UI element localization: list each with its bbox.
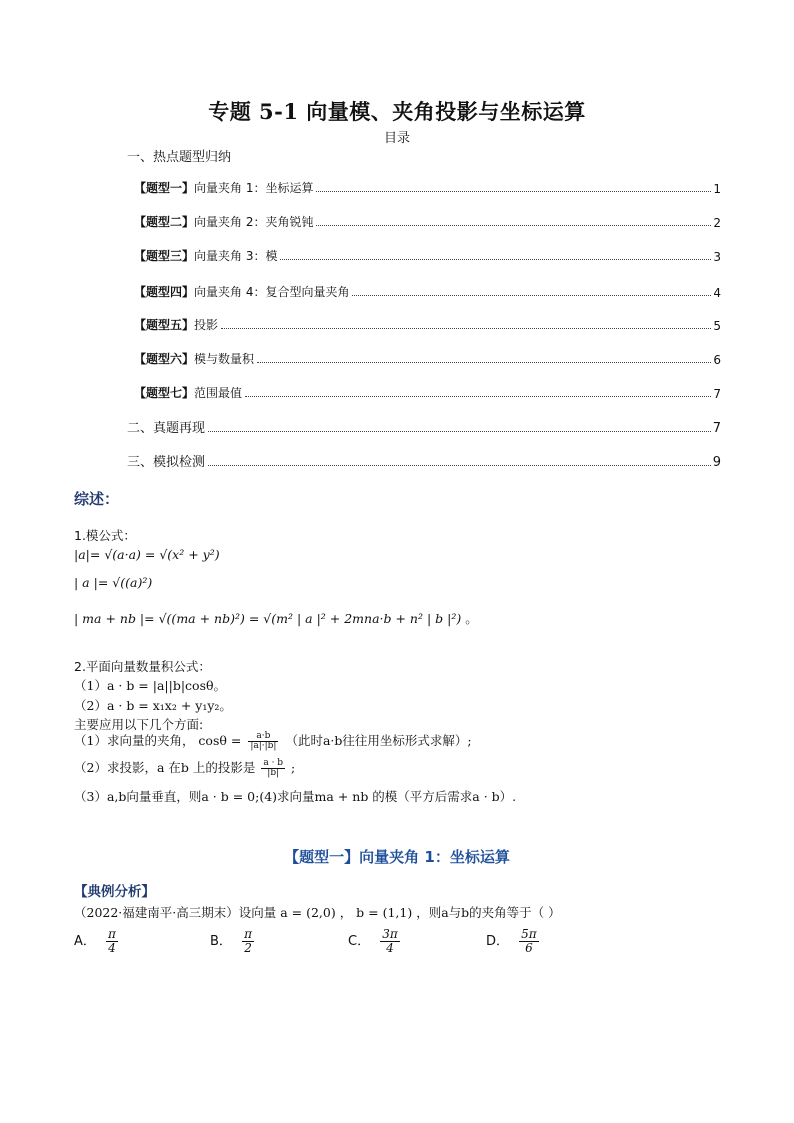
- toc-item-text: 模与数量积: [194, 352, 255, 366]
- application-angle-note: （此时a·b往往用坐标形式求解）;: [285, 733, 472, 748]
- formula-modulus-2: | a |= √((a)²): [74, 575, 153, 590]
- toc-item-tag: 【题型四】: [134, 285, 195, 299]
- summary-heading: 综述：: [74, 490, 120, 508]
- toc-leader: [221, 328, 711, 329]
- toc-item[interactable]: [134, 246, 721, 264]
- toc-item-page: 3: [713, 250, 721, 264]
- toc-leader: [245, 396, 711, 397]
- toc-item-text: 范围最值: [194, 386, 243, 400]
- toc-section-heading: 一、热点题型归纳: [127, 150, 232, 165]
- toc-item-tag: 【题型七】: [134, 386, 195, 400]
- option-denominator: 4: [386, 940, 394, 955]
- option-numerator: π: [108, 927, 116, 941]
- toc-leader: [208, 465, 711, 466]
- toc-item-page: 7: [713, 387, 721, 401]
- option-fraction: [380, 928, 400, 954]
- option-numerator: 3π: [382, 927, 398, 941]
- toc-item-tag: 【题型五】: [134, 318, 195, 332]
- toc-title: 目录: [383, 131, 410, 146]
- question-text: （2022·福建南平·高三期末）设向量 a = (2,0) ， b = (1,1) ，则a与b的夹角等于（ ）: [74, 905, 561, 920]
- option-fraction: [106, 928, 118, 954]
- application-projection: [74, 758, 295, 778]
- toc-leader: [316, 225, 711, 226]
- toc-item-page: 2: [713, 216, 721, 230]
- toc-item-text: 向量夹角 2：夹角锐钝: [194, 215, 314, 229]
- toc-item[interactable]: [134, 315, 721, 333]
- toc-leader: [208, 431, 711, 432]
- toc-section-text: 二、真题再现: [127, 421, 206, 436]
- toc-item-tag: 【题型二】: [134, 215, 195, 229]
- option-denominator: 2: [244, 940, 252, 955]
- application-perpendicular: （3）a,b向量垂直，则a · b = 0;(4)求向量ma + nb 的模（平方后需求a · b）.: [74, 789, 517, 804]
- application-projection-end: ;: [291, 760, 296, 775]
- dot-product-title: 2.平面向量数量积公式：: [74, 659, 211, 674]
- toc-leader: [316, 191, 711, 192]
- application-projection-text: （2）求投影，a 在b 上的投影是: [74, 760, 256, 775]
- section-heading: 【题型一】向量夹角 1：坐标运算: [284, 848, 510, 866]
- projection-fraction: [261, 759, 285, 779]
- formula-modulus-1: |a|= √(a·a) = √(x² + y²): [74, 547, 220, 562]
- toc-section-text: 三、模拟检测: [127, 455, 206, 470]
- dot-product-formula-2: （2）a · b = x₁x₂ + y₁y₂。: [74, 698, 232, 713]
- option-b[interactable]: [210, 928, 254, 954]
- option-key: D．: [486, 933, 510, 949]
- toc-item[interactable]: [134, 349, 721, 367]
- toc-item[interactable]: [134, 383, 721, 401]
- option-denominator: 6: [525, 940, 533, 955]
- toc-leader: [280, 259, 711, 260]
- angle-fraction: [248, 732, 278, 752]
- option-a[interactable]: [74, 928, 118, 954]
- toc-item-page: 6: [713, 353, 721, 367]
- option-denominator: 4: [108, 940, 116, 955]
- case-analysis-heading: 【典例分析】: [74, 884, 155, 900]
- toc-section-page: 9: [712, 455, 721, 470]
- toc-section[interactable]: [127, 452, 721, 470]
- toc-item-text: 向量夹角 4：复合型向量夹角: [194, 285, 350, 299]
- toc-item[interactable]: [134, 178, 721, 196]
- toc-section-page: 7: [712, 421, 721, 436]
- projection-fraction-numerator: a · b: [263, 757, 284, 768]
- toc-leader: [352, 295, 711, 296]
- option-numerator: π: [244, 927, 252, 941]
- dot-product-formula-1: （1）a · b = |a||b|cosθ。: [74, 678, 227, 693]
- application-angle: [74, 731, 472, 751]
- formula-modulus-3-body: | ma + nb |= √((ma + nb)²) = √(m² | a |² + 2mna·b + n² | b |²): [74, 611, 462, 626]
- option-key: A．: [74, 933, 96, 949]
- option-d[interactable]: [486, 928, 539, 954]
- applications-title: 主要应用以下几个方面:: [74, 717, 204, 732]
- option-key: B．: [210, 933, 232, 949]
- page-title: 专题 5-1 向量模、夹角投影与坐标运算: [208, 99, 586, 124]
- option-numerator: 5π: [521, 927, 537, 941]
- formula-modulus-3: [74, 609, 478, 627]
- toc-item-text: 投影: [194, 318, 219, 332]
- toc-item-tag: 【题型六】: [134, 352, 195, 366]
- toc-item-page: 5: [713, 319, 721, 333]
- toc-item-text: 向量夹角 3：模: [194, 249, 278, 263]
- modulus-title: 1.模公式：: [74, 528, 136, 543]
- application-angle-text: （1）求向量的夹角， cosθ =: [74, 733, 242, 748]
- toc-item-tag: 【题型三】: [134, 249, 195, 263]
- toc-item-text: 向量夹角 1：坐标运算: [194, 181, 314, 195]
- toc-item[interactable]: [134, 282, 721, 300]
- projection-fraction-denominator: |b|: [267, 768, 280, 778]
- toc-item-page: 4: [713, 286, 721, 300]
- option-c[interactable]: [348, 928, 400, 954]
- formula-modulus-3-end: 。: [465, 611, 478, 626]
- option-fraction: [242, 928, 254, 954]
- toc-item-tag: 【题型一】: [134, 181, 195, 195]
- toc-leader: [257, 362, 711, 363]
- toc-item-page: 1: [713, 182, 721, 196]
- angle-fraction-numerator: a·b: [248, 732, 278, 742]
- option-key: C．: [348, 933, 371, 949]
- option-fraction: [519, 928, 539, 954]
- toc-section[interactable]: [127, 418, 721, 436]
- angle-fraction-denominator: |a|·|b|: [250, 741, 277, 751]
- toc-item[interactable]: [134, 212, 721, 230]
